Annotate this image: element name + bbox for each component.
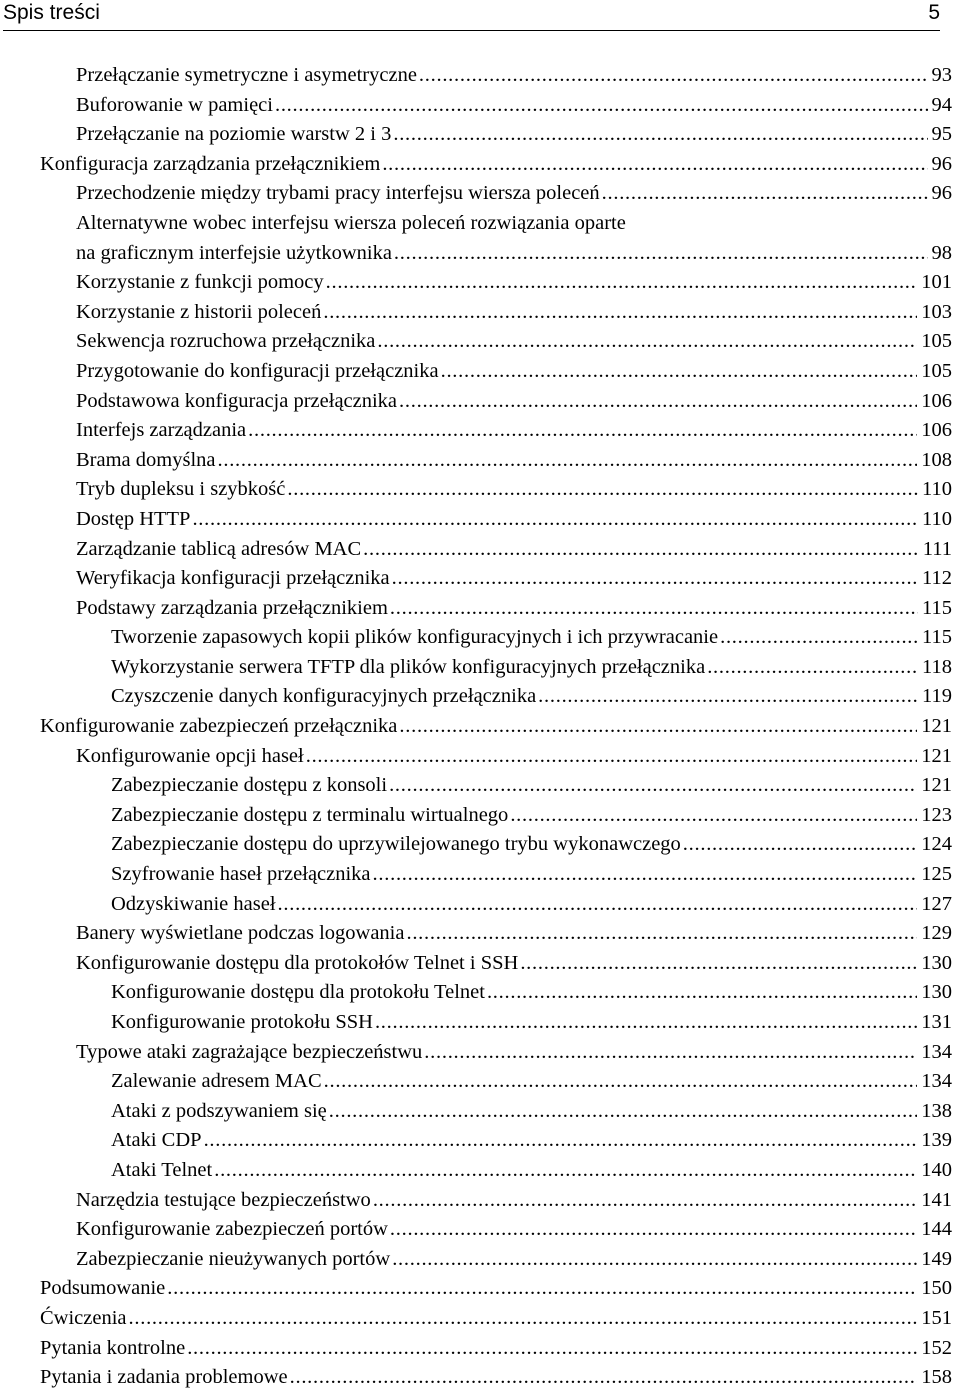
dot-leader [278, 890, 918, 920]
toc-entry-label: Konfigurowanie zabezpieczeń przełącznika [40, 715, 398, 738]
toc-entry-label: Zabezpieczanie dostępu z terminalu wirtualnego [111, 803, 509, 826]
toc-entry-page: 152 [921, 1336, 952, 1359]
toc-entry-line [111, 1097, 952, 1127]
dot-leader [419, 61, 928, 91]
toc-entry[interactable] [111, 1126, 960, 1156]
toc-entry-label: na graficznym interfejsie użytkownika [76, 241, 392, 264]
dot-leader [324, 1067, 918, 1097]
dot-leader [167, 1274, 917, 1304]
toc-entry-line [111, 860, 952, 890]
toc-entry[interactable] [76, 535, 960, 565]
toc-entry-line [76, 1038, 952, 1068]
toc-entry[interactable] [40, 150, 960, 180]
dot-leader [520, 949, 917, 979]
toc-entry-label: Korzystanie z historii poleceń [76, 300, 322, 323]
toc-entry-label: Typowe ataki zagrażające bezpieczeństwu [76, 1040, 423, 1063]
toc-entry-line [76, 416, 952, 446]
toc-entry-page: 121 [921, 715, 952, 738]
toc-entry-label: Podstawowa konfiguracja przełącznika [76, 389, 398, 412]
toc-entry-line [40, 1334, 952, 1364]
toc-entry-line [76, 268, 952, 298]
toc-entry-line [76, 179, 952, 209]
toc-entry[interactable] [40, 1363, 960, 1393]
toc-entry-line [40, 1304, 952, 1334]
toc-entry-label: Zabezpieczanie dostępu z konsoli [111, 774, 388, 797]
toc-entry[interactable] [40, 1274, 960, 1304]
toc-entry-line [76, 61, 952, 91]
toc-entry-line [40, 1363, 952, 1393]
toc-entry-page: 96 [931, 152, 952, 175]
toc-entry-line [76, 298, 952, 328]
toc-entry-page: 101 [921, 271, 952, 294]
dot-leader [375, 1008, 917, 1038]
toc-entry-line [76, 327, 952, 357]
toc-entry-label: Tryb dupleksu i szybkość [76, 478, 286, 501]
toc-entry-label: Ataki Telnet [111, 1158, 213, 1181]
dot-leader [373, 1186, 917, 1216]
toc-entry-label-line1: Alternatywne wobec interfejsu wiersza poleceń rozwiązania oparte [76, 211, 626, 234]
toc-entry-label: Przełączanie symetryczne i asymetryczne [76, 64, 417, 86]
toc-entry[interactable] [76, 564, 960, 594]
toc-entry[interactable] [76, 1215, 960, 1245]
toc-entry-line [76, 594, 952, 624]
toc-entry-line [76, 949, 952, 979]
toc-entry-line [76, 535, 952, 565]
toc-entry-page: 130 [921, 981, 952, 1004]
toc-entry-page: 115 [922, 596, 952, 619]
toc-entry-page: 110 [922, 478, 952, 501]
toc-entry[interactable] [76, 416, 960, 446]
toc-entry[interactable] [111, 653, 960, 683]
header-title: Spis treści [3, 1, 100, 24]
toc-entry-page: 123 [921, 803, 952, 826]
toc-entry-label: Konfigurowanie zabezpieczeń portów [76, 1218, 388, 1241]
toc-entry-line [111, 801, 952, 831]
toc-entry-line [111, 1156, 952, 1186]
toc-entry-label: Konfigurowanie opcji haseł [76, 744, 304, 767]
toc-entry[interactable] [76, 298, 960, 328]
toc-entry-page: 95 [931, 123, 952, 146]
toc-entry-label: Konfiguracja zarządzania przełącznikiem [40, 152, 381, 175]
toc-entry[interactable] [76, 475, 960, 505]
toc-entry-line [111, 830, 952, 860]
toc-entry[interactable] [111, 1008, 960, 1038]
dot-leader [487, 978, 917, 1008]
toc-entry-page: 140 [921, 1158, 952, 1181]
toc-entry-line [40, 1274, 952, 1304]
toc-entry[interactable] [76, 61, 960, 91]
toc-entry-line [76, 357, 952, 387]
toc-entry[interactable] [111, 1156, 960, 1186]
toc-entry-label: Tworzenie zapasowych kopii plików konfiguracyjnych i ich przywracanie [111, 626, 719, 649]
toc-entry-page: 106 [921, 389, 952, 412]
toc-entry[interactable] [40, 1334, 960, 1364]
toc-entry-line [76, 239, 952, 269]
dot-leader [392, 1245, 917, 1275]
toc-entry-page: 115 [922, 626, 952, 649]
toc-entry[interactable] [76, 949, 960, 979]
toc-entry[interactable] [76, 91, 960, 121]
dot-leader [683, 830, 917, 860]
toc-entry-line [111, 1008, 952, 1038]
dot-leader [377, 327, 917, 357]
dot-leader [390, 1215, 917, 1245]
toc-entry[interactable] [111, 771, 960, 801]
toc-entry-label: Korzystanie z funkcji pomocy [76, 271, 324, 294]
toc-entry[interactable] [76, 327, 960, 357]
toc-entry-label: Ataki z podszywaniem się [111, 1099, 327, 1122]
toc-entry-label: Ćwiczenia [40, 1306, 127, 1329]
toc-entry-label: Przechodzenie między trybami pracy interfejsu wiersza poleceń [76, 182, 600, 205]
toc-entry-page: 93 [931, 64, 952, 86]
toc-entry-line [76, 1245, 952, 1275]
dot-leader [393, 120, 927, 150]
toc-entry-line [76, 505, 952, 535]
toc-entry-page: 131 [921, 1011, 952, 1033]
toc-entry-page: 149 [921, 1247, 952, 1270]
toc-entry-label: Przełączanie na poziomie warstw 2 i 3 [76, 123, 392, 146]
toc-entry-line [40, 712, 952, 742]
dot-leader [306, 742, 918, 772]
toc-entry[interactable] [111, 860, 960, 890]
toc-entry-label: Zabezpieczanie nieużywanych portów [76, 1247, 391, 1270]
toc-entry[interactable] [76, 1186, 960, 1216]
toc-entry[interactable] [40, 712, 960, 742]
toc-entry-label: Przygotowanie do konfiguracji przełącznika [76, 359, 439, 382]
dot-leader [720, 623, 918, 653]
toc-entry-page: 141 [921, 1188, 952, 1211]
toc-entry[interactable] [76, 446, 960, 476]
toc-entry-line [76, 1186, 952, 1216]
toc-entry-line [76, 446, 952, 476]
dot-leader [406, 919, 917, 949]
toc-entry-label: Pytania i zadania problemowe [40, 1366, 288, 1389]
toc-entry-page: 105 [921, 330, 952, 353]
dot-leader [399, 712, 917, 742]
dot-leader [373, 860, 918, 890]
dot-leader [363, 535, 919, 565]
toc-entry-page: 129 [921, 922, 952, 945]
toc-entry-label: Buforowanie w pamięci [76, 93, 273, 116]
toc-entry-line [76, 742, 952, 772]
toc-entry[interactable] [76, 120, 960, 150]
toc-entry[interactable] [40, 1304, 960, 1334]
toc-entry-label: Weryfikacja konfiguracji przełącznika [76, 567, 390, 590]
toc-entry-label: Sekwencja rozruchowa przełącznika [76, 330, 376, 353]
toc-entry[interactable] [111, 623, 960, 653]
toc-entry-label: Banery wyświetlane podczas logowania [76, 922, 405, 945]
toc-entry-page: 108 [921, 448, 952, 471]
dot-leader [192, 505, 918, 535]
toc-entry[interactable] [76, 505, 960, 535]
dot-leader [424, 1038, 917, 1068]
dot-leader [392, 564, 918, 594]
dot-leader [510, 801, 917, 831]
toc-entry-page: 110 [922, 507, 952, 530]
toc-entry-page: 150 [921, 1277, 952, 1300]
toc-entry-line [111, 1126, 952, 1156]
toc-entry-page: 158 [921, 1366, 952, 1389]
dot-leader [326, 268, 918, 298]
toc-entry-line [76, 919, 952, 949]
dot-leader [204, 1126, 918, 1156]
dot-leader [287, 475, 918, 505]
toc-entry-page: 144 [921, 1218, 952, 1241]
toc-entry[interactable] [111, 1097, 960, 1127]
toc-entry-line [111, 978, 952, 1008]
toc-entry-label: Narzędzia testujące bezpieczeństwo [76, 1188, 371, 1211]
dot-leader [441, 357, 918, 387]
toc-entry-label: Pytania kontrolne [40, 1336, 186, 1359]
toc-entry-page: 124 [921, 833, 952, 856]
toc-entry-page: 94 [931, 93, 952, 116]
toc-entry-label: Zalewanie adresem MAC [111, 1070, 322, 1093]
toc-entry[interactable] [76, 919, 960, 949]
toc-entry[interactable] [76, 1245, 960, 1275]
toc-entry[interactable] [111, 682, 960, 712]
toc-entry-label: Szyfrowanie haseł przełącznika [111, 863, 371, 886]
toc-entry-label: Ataki CDP [111, 1129, 202, 1152]
toc-entry[interactable] [111, 890, 960, 920]
toc-entry-line [76, 120, 952, 150]
toc-entry[interactable] [76, 1038, 960, 1068]
toc-entry[interactable] [111, 978, 960, 1008]
dot-leader [248, 416, 917, 446]
toc-entry[interactable] [76, 742, 960, 772]
toc-entry[interactable] [111, 830, 960, 860]
toc-entry-label: Odzyskiwanie haseł [111, 892, 276, 915]
toc-entry-line [40, 150, 952, 180]
toc-entry-page: 121 [921, 744, 952, 767]
toc-entry-page: 121 [921, 774, 952, 797]
toc-entry-line [111, 623, 952, 653]
toc-entry-page: 151 [921, 1306, 952, 1329]
toc-entry[interactable] [76, 387, 960, 417]
running-header [3, 0, 940, 31]
toc-entry-label: Czyszczenie danych konfiguracyjnych przełącznika [111, 685, 537, 708]
toc-entry[interactable] [76, 209, 960, 268]
toc-entry-label: Brama domyślna [76, 448, 216, 471]
toc-entry-page: 118 [922, 655, 952, 678]
toc-entry-line [111, 682, 952, 712]
toc-entry[interactable] [76, 594, 960, 624]
toc-entry-page: 103 [921, 300, 952, 323]
toc-entry[interactable] [76, 357, 960, 387]
toc-entry[interactable] [111, 1067, 960, 1097]
dot-leader [329, 1097, 917, 1127]
toc-entry[interactable] [76, 268, 960, 298]
dot-leader [602, 179, 928, 209]
toc-entry-page: 125 [921, 863, 952, 886]
toc-entry[interactable] [76, 179, 960, 209]
dot-leader [538, 682, 918, 712]
toc-entry-page: 127 [921, 892, 952, 915]
dot-leader [129, 1304, 918, 1334]
toc-entry-page: 139 [921, 1129, 952, 1152]
toc-entry-page: 112 [922, 567, 952, 590]
dot-leader [390, 594, 918, 624]
toc-entry-label: Zarządzanie tablicą adresów MAC [76, 537, 362, 560]
toc-entry-label: Podsumowanie [40, 1277, 166, 1300]
toc-entry-line [76, 387, 952, 417]
toc-entry[interactable] [111, 801, 960, 831]
dot-leader [382, 150, 927, 180]
toc-entry-page: 130 [921, 951, 952, 974]
toc-entry-page: 106 [921, 419, 952, 442]
dot-leader [218, 446, 918, 476]
header-page-number: 5 [928, 1, 940, 24]
toc-entry-page: 138 [921, 1099, 952, 1122]
toc-entry-page: 96 [931, 182, 952, 205]
toc-entry-line [111, 890, 952, 920]
toc-entry-page: 105 [921, 359, 952, 382]
dot-leader [389, 771, 917, 801]
toc-entry-line [76, 564, 952, 594]
dot-leader [707, 653, 918, 683]
toc-entry-label: Konfigurowanie dostępu dla protokołów Telnet i SSH [76, 951, 519, 974]
toc-entry-line [76, 1215, 952, 1245]
toc-entry-page: 111 [922, 537, 952, 560]
toc-entry-label: Konfigurowanie protokołu SSH [111, 1011, 373, 1033]
toc-entry-page: 134 [921, 1070, 952, 1093]
table-of-contents [0, 61, 960, 1393]
dot-leader [399, 387, 917, 417]
toc-entry-page: 134 [921, 1040, 952, 1063]
toc-entry-label: Podstawy zarządzania przełącznikiem [76, 596, 388, 619]
dot-leader [394, 239, 928, 269]
toc-entry-page: 119 [922, 685, 952, 708]
toc-entry-line [111, 771, 952, 801]
dot-leader [290, 1363, 918, 1393]
toc-entry-label: Zabezpieczanie dostępu do uprzywilejowanego trybu wykonawczego [111, 833, 681, 856]
dot-leader [214, 1156, 917, 1186]
toc-entry-line [111, 1067, 952, 1097]
toc-entry-line [111, 653, 952, 683]
toc-entry-label: Wykorzystanie serwera TFTP dla plików konfiguracyjnych przełącznika [111, 655, 706, 678]
toc-entry-label: Konfigurowanie dostępu dla protokołu Telnet [111, 981, 485, 1004]
dot-leader [187, 1334, 917, 1364]
toc-entry-line [76, 91, 952, 121]
toc-entry-label: Interfejs zarządzania [76, 419, 247, 442]
dot-leader [275, 91, 928, 121]
toc-entry-page: 98 [931, 241, 952, 264]
toc-entry-line [76, 475, 952, 505]
dot-leader [323, 298, 917, 328]
toc-entry-label: Dostęp HTTP [76, 507, 191, 530]
